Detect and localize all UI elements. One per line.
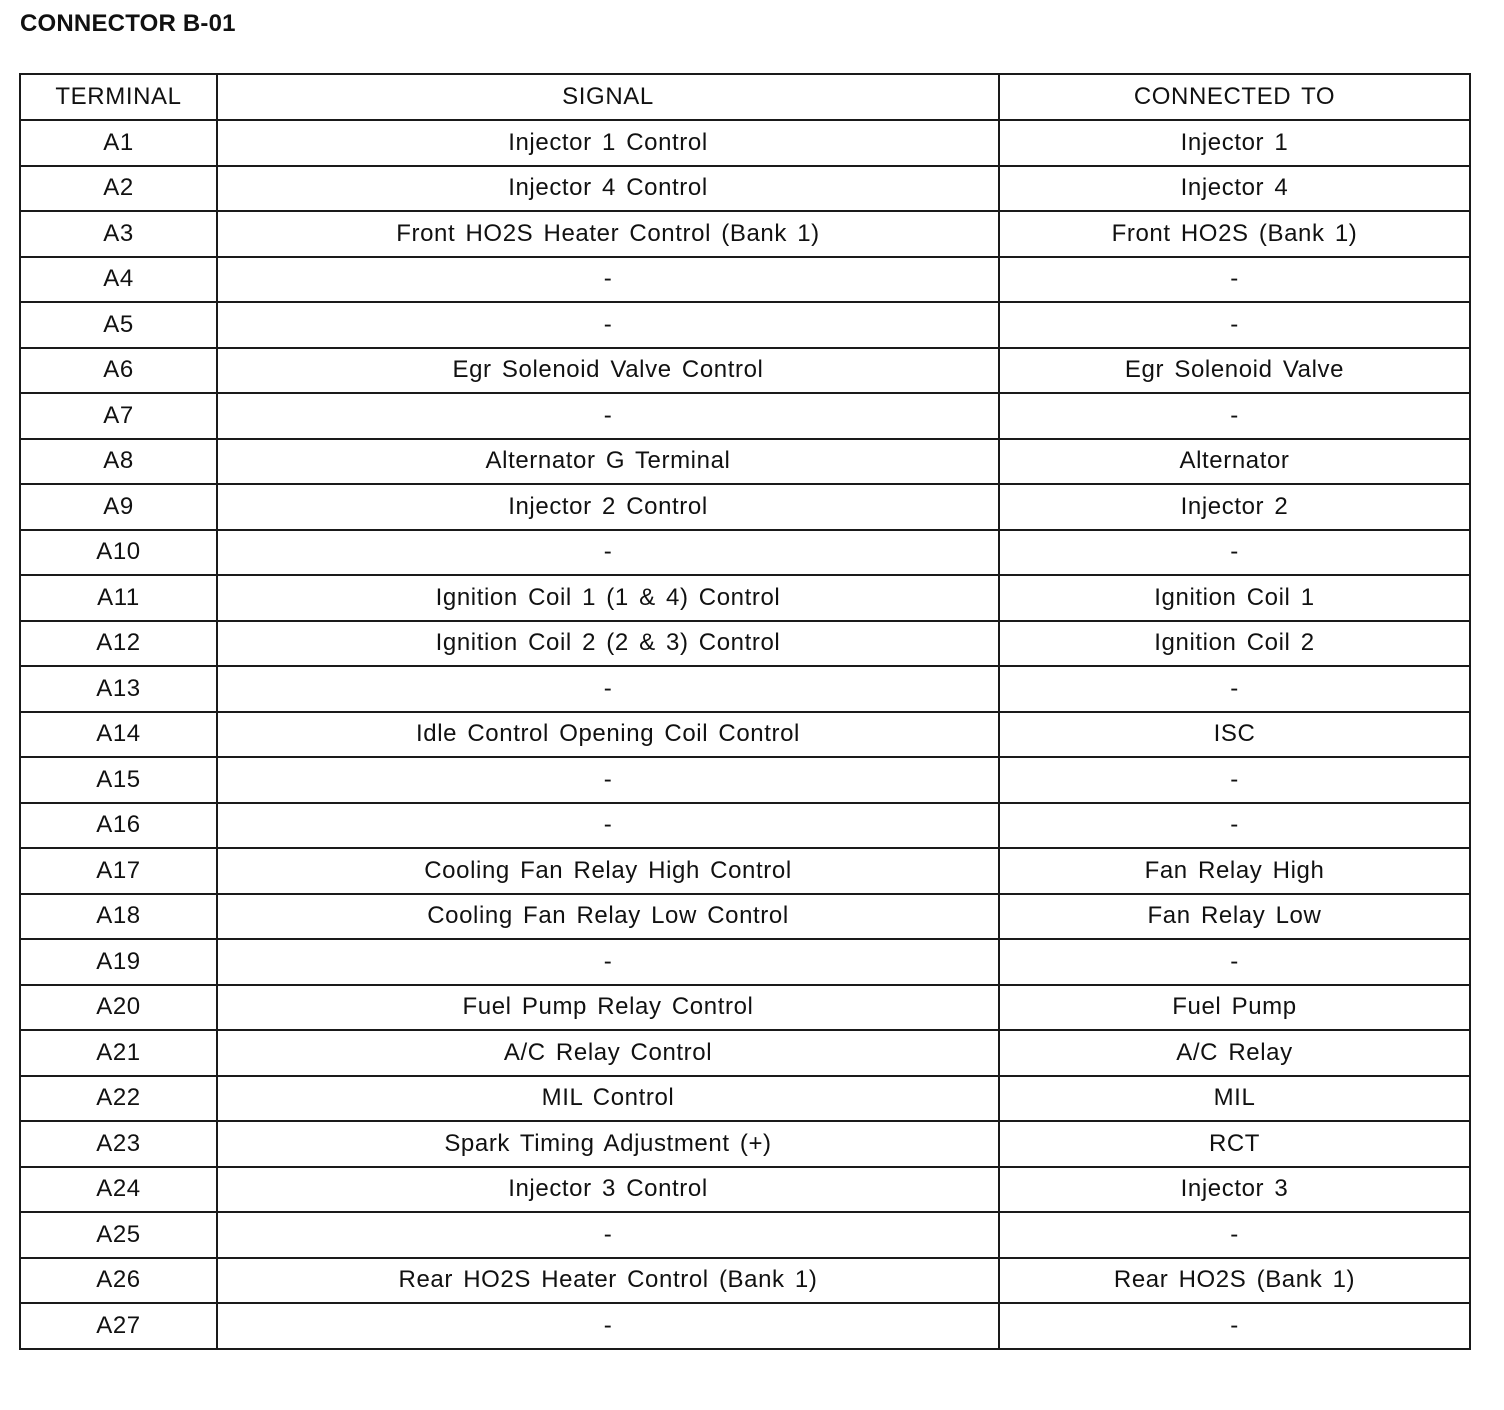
cell-connected-to: - [999, 393, 1470, 439]
table-row [20, 848, 1470, 894]
cell-signal: Alternator G Terminal [217, 439, 999, 485]
cell-terminal: A9 [20, 484, 217, 530]
cell-connected-to: ISC [999, 712, 1470, 758]
table-row [20, 803, 1470, 849]
cell-signal: A/C Relay Control [217, 1030, 999, 1076]
cell-terminal: A5 [20, 302, 217, 348]
table-body [20, 120, 1470, 1349]
cell-terminal: A12 [20, 621, 217, 667]
cell-connected-to: Egr Solenoid Valve [999, 348, 1470, 394]
cell-terminal: A1 [20, 120, 217, 166]
cell-terminal: A13 [20, 666, 217, 712]
cell-signal: - [217, 257, 999, 303]
cell-terminal: A7 [20, 393, 217, 439]
cell-signal: - [217, 393, 999, 439]
table-row [20, 712, 1470, 758]
table-row [20, 757, 1470, 803]
cell-terminal: A11 [20, 575, 217, 621]
cell-connected-to: Fan Relay High [999, 848, 1470, 894]
cell-connected-to: - [999, 1212, 1470, 1258]
cell-terminal: A8 [20, 439, 217, 485]
cell-terminal: A24 [20, 1167, 217, 1213]
cell-terminal: A19 [20, 939, 217, 985]
cell-connected-to: Front HO2S (Bank 1) [999, 211, 1470, 257]
cell-connected-to: Injector 4 [999, 166, 1470, 212]
cell-connected-to: - [999, 939, 1470, 985]
cell-connected-to: Ignition Coil 1 [999, 575, 1470, 621]
cell-terminal: A16 [20, 803, 217, 849]
table-row [20, 393, 1470, 439]
page-title: CONNECTOR B-01 [20, 10, 236, 37]
table-row [20, 257, 1470, 303]
cell-signal: - [217, 530, 999, 576]
cell-connected-to: - [999, 257, 1470, 303]
table-row [20, 1212, 1470, 1258]
header-row [20, 74, 1470, 120]
cell-signal: - [217, 1303, 999, 1349]
cell-terminal: A26 [20, 1258, 217, 1304]
table-row [20, 1076, 1470, 1122]
cell-signal: Front HO2S Heater Control (Bank 1) [217, 211, 999, 257]
cell-signal: - [217, 757, 999, 803]
cell-connected-to: Ignition Coil 2 [999, 621, 1470, 667]
cell-signal: Injector 3 Control [217, 1167, 999, 1213]
table-row [20, 1258, 1470, 1304]
cell-signal: Spark Timing Adjustment (+) [217, 1121, 999, 1167]
table-row [20, 621, 1470, 667]
table-row [20, 1303, 1470, 1349]
cell-terminal: A3 [20, 211, 217, 257]
cell-connected-to: Rear HO2S (Bank 1) [999, 1258, 1470, 1304]
cell-terminal: A15 [20, 757, 217, 803]
cell-signal: - [217, 1212, 999, 1258]
table-row [20, 1030, 1470, 1076]
cell-terminal: A27 [20, 1303, 217, 1349]
cell-connected-to: Fuel Pump [999, 985, 1470, 1031]
cell-signal: Egr Solenoid Valve Control [217, 348, 999, 394]
header-terminal: TERMINAL [20, 74, 217, 120]
table-row [20, 1121, 1470, 1167]
table-row [20, 666, 1470, 712]
cell-signal: Ignition Coil 1 (1 & 4) Control [217, 575, 999, 621]
cell-signal: Idle Control Opening Coil Control [217, 712, 999, 758]
cell-signal: Cooling Fan Relay High Control [217, 848, 999, 894]
cell-signal: Fuel Pump Relay Control [217, 985, 999, 1031]
cell-terminal: A22 [20, 1076, 217, 1122]
cell-signal: - [217, 666, 999, 712]
table-row [20, 211, 1470, 257]
header-connected-to: CONNECTED TO [999, 74, 1470, 120]
cell-signal: MIL Control [217, 1076, 999, 1122]
table-row [20, 302, 1470, 348]
cell-signal: Injector 4 Control [217, 166, 999, 212]
table-row [20, 439, 1470, 485]
cell-connected-to: Alternator [999, 439, 1470, 485]
cell-connected-to: - [999, 530, 1470, 576]
cell-signal: Injector 1 Control [217, 120, 999, 166]
cell-signal: - [217, 803, 999, 849]
table-row [20, 1167, 1470, 1213]
cell-signal: Rear HO2S Heater Control (Bank 1) [217, 1258, 999, 1304]
cell-terminal: A14 [20, 712, 217, 758]
cell-terminal: A17 [20, 848, 217, 894]
cell-signal: Cooling Fan Relay Low Control [217, 894, 999, 940]
cell-terminal: A20 [20, 985, 217, 1031]
table-row [20, 166, 1470, 212]
cell-terminal: A4 [20, 257, 217, 303]
table-row [20, 120, 1470, 166]
cell-connected-to: - [999, 1303, 1470, 1349]
cell-signal: - [217, 939, 999, 985]
cell-terminal: A21 [20, 1030, 217, 1076]
table-row [20, 530, 1470, 576]
connector-pinout-table [19, 73, 1471, 1350]
cell-connected-to: Injector 1 [999, 120, 1470, 166]
cell-connected-to: - [999, 803, 1470, 849]
cell-signal: Injector 2 Control [217, 484, 999, 530]
table-row [20, 484, 1470, 530]
table-row [20, 894, 1470, 940]
cell-signal: - [217, 302, 999, 348]
cell-connected-to: - [999, 666, 1470, 712]
cell-terminal: A10 [20, 530, 217, 576]
cell-connected-to: - [999, 302, 1470, 348]
cell-connected-to: MIL [999, 1076, 1470, 1122]
cell-terminal: A25 [20, 1212, 217, 1258]
cell-connected-to: - [999, 757, 1470, 803]
cell-terminal: A18 [20, 894, 217, 940]
cell-connected-to: Fan Relay Low [999, 894, 1470, 940]
table-row [20, 939, 1470, 985]
table-row [20, 575, 1470, 621]
cell-terminal: A2 [20, 166, 217, 212]
cell-signal: Ignition Coil 2 (2 & 3) Control [217, 621, 999, 667]
cell-connected-to: A/C Relay [999, 1030, 1470, 1076]
table-row [20, 348, 1470, 394]
cell-connected-to: Injector 2 [999, 484, 1470, 530]
cell-connected-to: Injector 3 [999, 1167, 1470, 1213]
table-row [20, 985, 1470, 1031]
header-signal: SIGNAL [217, 74, 999, 120]
cell-connected-to: RCT [999, 1121, 1470, 1167]
cell-terminal: A23 [20, 1121, 217, 1167]
cell-terminal: A6 [20, 348, 217, 394]
table-header [20, 74, 1470, 120]
